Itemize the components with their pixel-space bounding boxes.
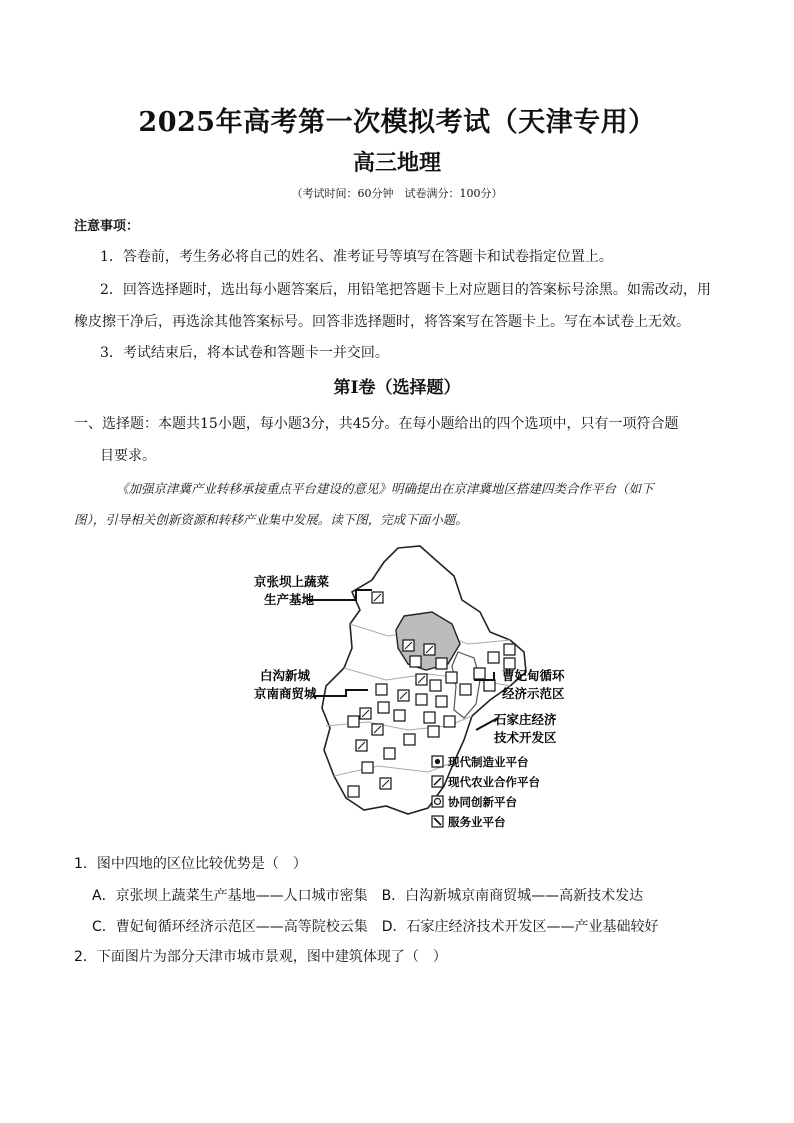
label-baigou-line-1: 白沟新城 — [260, 668, 311, 683]
legend-innovation-label: 协同创新平台 — [448, 795, 517, 809]
jingjinji-platform-map — [248, 540, 568, 840]
innovation-icon — [432, 796, 443, 807]
manufacturing-icon — [432, 756, 443, 767]
legend-manufacturing-label: 现代制造业平台 — [448, 755, 529, 769]
question-2-stem: 2．下面图片为部分天津市城市景观，图中建筑体现了（ ） — [74, 949, 447, 965]
legend-service-label: 服务业平台 — [448, 815, 506, 829]
exam-title: 2025年高考第一次模拟考试（天津专用） — [138, 107, 656, 138]
passage-line-1: 《加强京津冀产业转移承接重点平台建设的意见》明确提出在京津冀地区搭建四类合作平台（如下 — [116, 481, 654, 496]
label-zhangba-line-2: 生产基地 — [264, 592, 315, 607]
agriculture-icon — [432, 776, 443, 787]
question-1-options-row-2: C．曹妃甸循环经济示范区——高等院校云集 D．石家庄经济技术开发区——产业基础较好 — [92, 919, 659, 935]
question-1-stem: 1．图中四地的区位比较优势是（ ） — [74, 856, 307, 872]
passage-line-2: 图），引导相关创新资源和转移产业集中发展。读下图，完成下面小题。 — [74, 512, 468, 527]
exam-subtitle: 高三地理 — [352, 150, 441, 176]
notice-item-1: 1．答卷前，考生务必将自己的姓名、准考证号等填写在答题卡和试卷指定位置上。 — [100, 249, 613, 265]
map-legend — [432, 755, 540, 829]
section-instruction-line-1: 一、选择题：本题共15小题，每小题3分，共45分。在每小题给出的四个选项中，只有一项符合题 — [74, 416, 679, 432]
label-caofeidian-line-1: 曹妃甸循环 — [502, 668, 565, 683]
label-baigou-line-2: 京南商贸城 — [254, 686, 317, 701]
exam-info: （考试时间：60分钟 试卷满分：100分） — [291, 187, 503, 200]
service-icon — [432, 816, 443, 827]
section-title: 第Ⅰ卷（选择题） — [333, 378, 461, 398]
notice-item-2-line-1: 2．回答选择题时，选出每小题答案后，用铅笔把答题卡上对应题目的答案标号涂黑。如需改动，用 — [100, 282, 711, 298]
legend-agriculture-label: 现代农业合作平台 — [448, 775, 540, 789]
notice-item-3: 3．考试结束后，将本试卷和答题卡一并交回。 — [100, 345, 389, 361]
section-instruction-line-2: 目要求。 — [100, 448, 156, 464]
notice-item-2-line-2: 橡皮擦干净后，再选涂其他答案标号。回答非选择题时，将答案写在答题卡上。写在本试卷上无效。 — [74, 314, 690, 330]
label-shijiazhuang-line-2: 技术开发区 — [494, 730, 557, 745]
label-zhangba-line-1: 京张坝上蔬菜 — [254, 574, 330, 589]
question-1-options-row-1: A．京张坝上蔬菜生产基地——人口城市密集 B．白沟新城京南商贸城——高新技术发达 — [92, 888, 644, 904]
notice-title: 注意事项： — [74, 219, 140, 234]
label-caofeidian-line-2: 经济示范区 — [502, 686, 565, 701]
label-shijiazhuang-line-1: 石家庄经济 — [494, 712, 557, 727]
